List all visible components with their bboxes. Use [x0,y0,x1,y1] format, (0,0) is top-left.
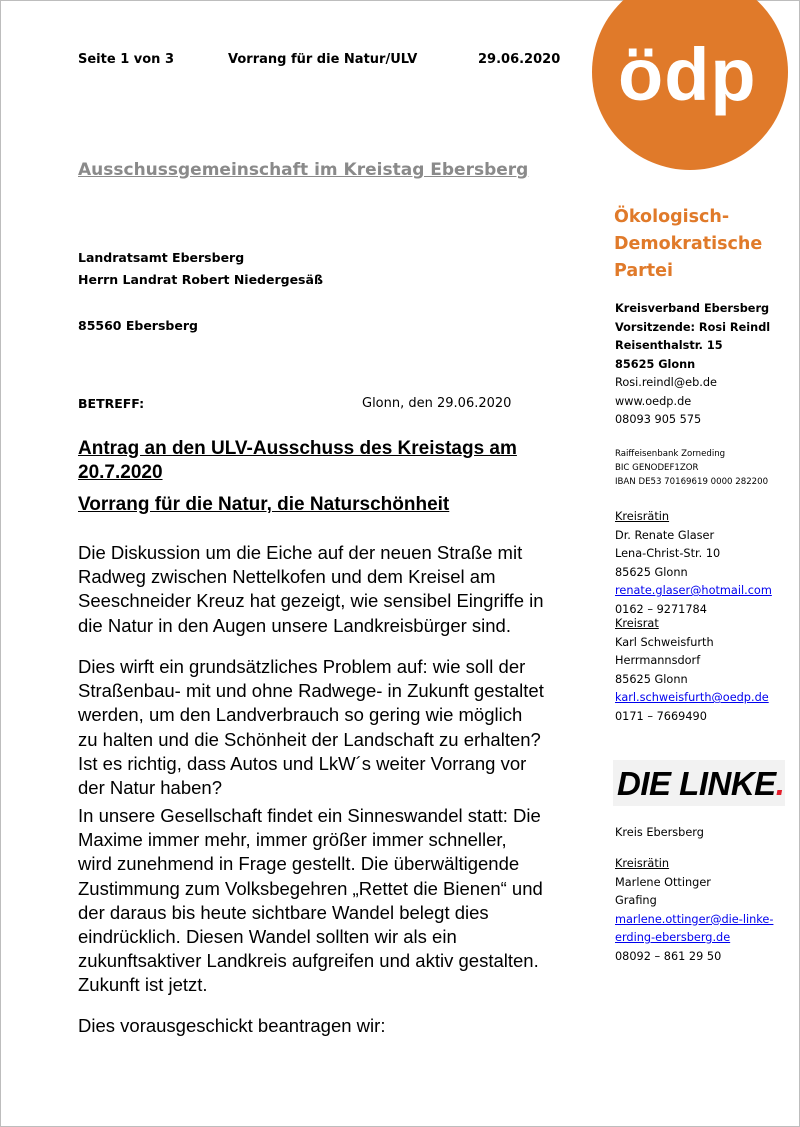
contact-name: Dr. Renate Glaser [615,528,715,542]
contact-place: Grafing [615,894,657,907]
paragraph-line: der daraus bis heute sichtbare Wandel belegt dies [78,901,489,923]
bank-bic: BIC GENODEF1ZOR [615,463,699,473]
party-name-line: Demokratische [614,234,763,254]
paragraph-1 [78,541,553,638]
paragraph-line: zukunftsaktiver Landkreis aufgreifen und aktiv gestalten. [78,950,539,972]
kreisraetin-glaser [615,508,772,619]
die-linke-logo-dot: . [775,765,785,802]
contact-label: Kreisrat [615,617,659,630]
contact-street: Herrmannsdorf [615,654,701,667]
contact-city: 85625 Glonn [615,672,688,686]
contact-name: Karl Schweisfurth [615,635,714,649]
place-date: Glonn, den 29.06.2020 [362,396,512,411]
paragraph-line: Ist es richtig, dass Autos und LkW´s weiter Vorrang vor [78,752,527,774]
paragraph-line: Radweg zwischen Nettelkofen und dem Kreisel am [78,566,496,588]
kv-email: Rosi.reindl@eb.de [615,376,717,389]
bank-name: Raiffeisenbank Zorneding [615,449,726,459]
paragraph-line: Seeschneider Kreuz hat gezeigt, wie sensibel Eingriffe in [78,590,544,612]
header-subject: Vorrang für die Natur/ULV [228,52,418,67]
recipient-city: 85560 Ebersberg [78,318,198,333]
party-name-line: Partei [614,261,674,281]
bank-iban: IBAN DE53 70169619 0000 282200 [615,477,769,487]
kv-city: 85625 Glonn [615,357,696,371]
contact-email-link[interactable]: marlene.ottinger@die-linke- [615,912,774,926]
oedp-logo-text: ödp [618,33,757,116]
contact-phone: 0162 – 9271784 [615,602,707,616]
kv-chair: Vorsitzende: Rosi Reindl [615,320,771,334]
contact-city: 85625 Glonn [615,565,688,579]
bank-info [615,447,768,489]
contact-email-link[interactable]: karl.schweisfurth@oedp.de [615,691,769,704]
linke-kreis-label: Kreis Ebersberg [615,826,704,839]
paragraph-line: Straßenbau- mit und ohne Radwege- in Zukunft gestaltet [78,680,544,702]
kv-web: www.oedp.de [615,394,692,408]
header-date: 29.06.2020 [478,52,561,67]
paragraph-3 [78,804,553,998]
kv-street: Reisenthalstr. 15 [615,339,723,352]
contact-label: Kreisrätin [615,510,670,523]
paragraph-line: werden, um den Landverbrauch so gering wie möglich [78,704,523,726]
paragraph-line: der Natur haben? [78,777,222,799]
paragraph-line: eindrücklich. Diesen Wandel sollten wir als ein [78,926,457,948]
paragraph-line: Zukunft ist jetzt. [78,974,208,996]
paragraph-line: zu halten und die Schönheit der Landschaft zu erhalten? [78,728,541,750]
linke-kreis [615,824,704,843]
die-linke-logo-word: DIE LINKE [617,765,776,802]
group-title: Ausschussgemeinschaft im Kreistag Ebersberg [78,160,529,180]
contact-label: Kreisrätin [615,857,670,870]
page-number: Seite 1 von 3 [78,52,174,67]
paragraph-line: In unsere Gesellschaft findet ein Sinneswandel statt: Die [78,805,541,826]
contact-name: Marlene Ottinger [615,875,711,889]
kreisrat-schweisfurth [615,615,769,726]
kreisraetin-ottinger [615,855,773,966]
die-linke-logo-text [617,766,784,802]
contact-phone: 0171 – 7669490 [615,709,707,723]
recipient-office: Landratsamt Ebersberg [78,250,245,265]
contact-street: Lena-Christ-Str. 10 [615,547,721,560]
paragraph-line: Dies vorausgeschickt beantragen wir: [78,1015,386,1036]
paragraph-line: wird zunehmend in Frage gestellt. Die überwältigende [78,853,520,875]
party-name-line: Ökologisch- [614,207,730,227]
contact-email-link-cont[interactable]: erding-ebersberg.de [615,931,731,944]
party-name [614,204,784,285]
contact-phone: 08092 – 861 29 50 [615,949,722,963]
document-subtitle: Vorrang für die Natur, die Naturschönheit [78,494,450,515]
kv-phone: 08093 905 575 [615,413,702,426]
recipient-name: Herrn Landrat Robert Niedergesäß [78,272,323,287]
paragraph-4 [78,1014,553,1038]
paragraph-2 [78,655,553,800]
paragraph-line: Zustimmung zum Volksbegehren „Rettet die Bienen“ und [78,877,543,899]
kv-name: Kreisverband Ebersberg [615,302,770,315]
paragraph-line: Dies wirft ein grundsätzliches Problem auf: wie soll der [78,656,526,677]
paragraph-line: die Natur in den Augen unsere Landkreisbürger sind. [78,614,511,636]
paragraph-line: Maxime immer mehr, immer größer immer schneller, [78,829,507,851]
betreff-label: BETREFF: [78,396,145,411]
document-title: Antrag an den ULV-Ausschuss des Kreistags am 20.7.2020 [78,438,517,483]
contact-email-link[interactable]: renate.glaser@hotmail.com [615,584,772,597]
paragraph-line: Die Diskussion um die Eiche auf der neuen Straße mit [78,542,523,563]
kreisverband-info [615,300,770,430]
